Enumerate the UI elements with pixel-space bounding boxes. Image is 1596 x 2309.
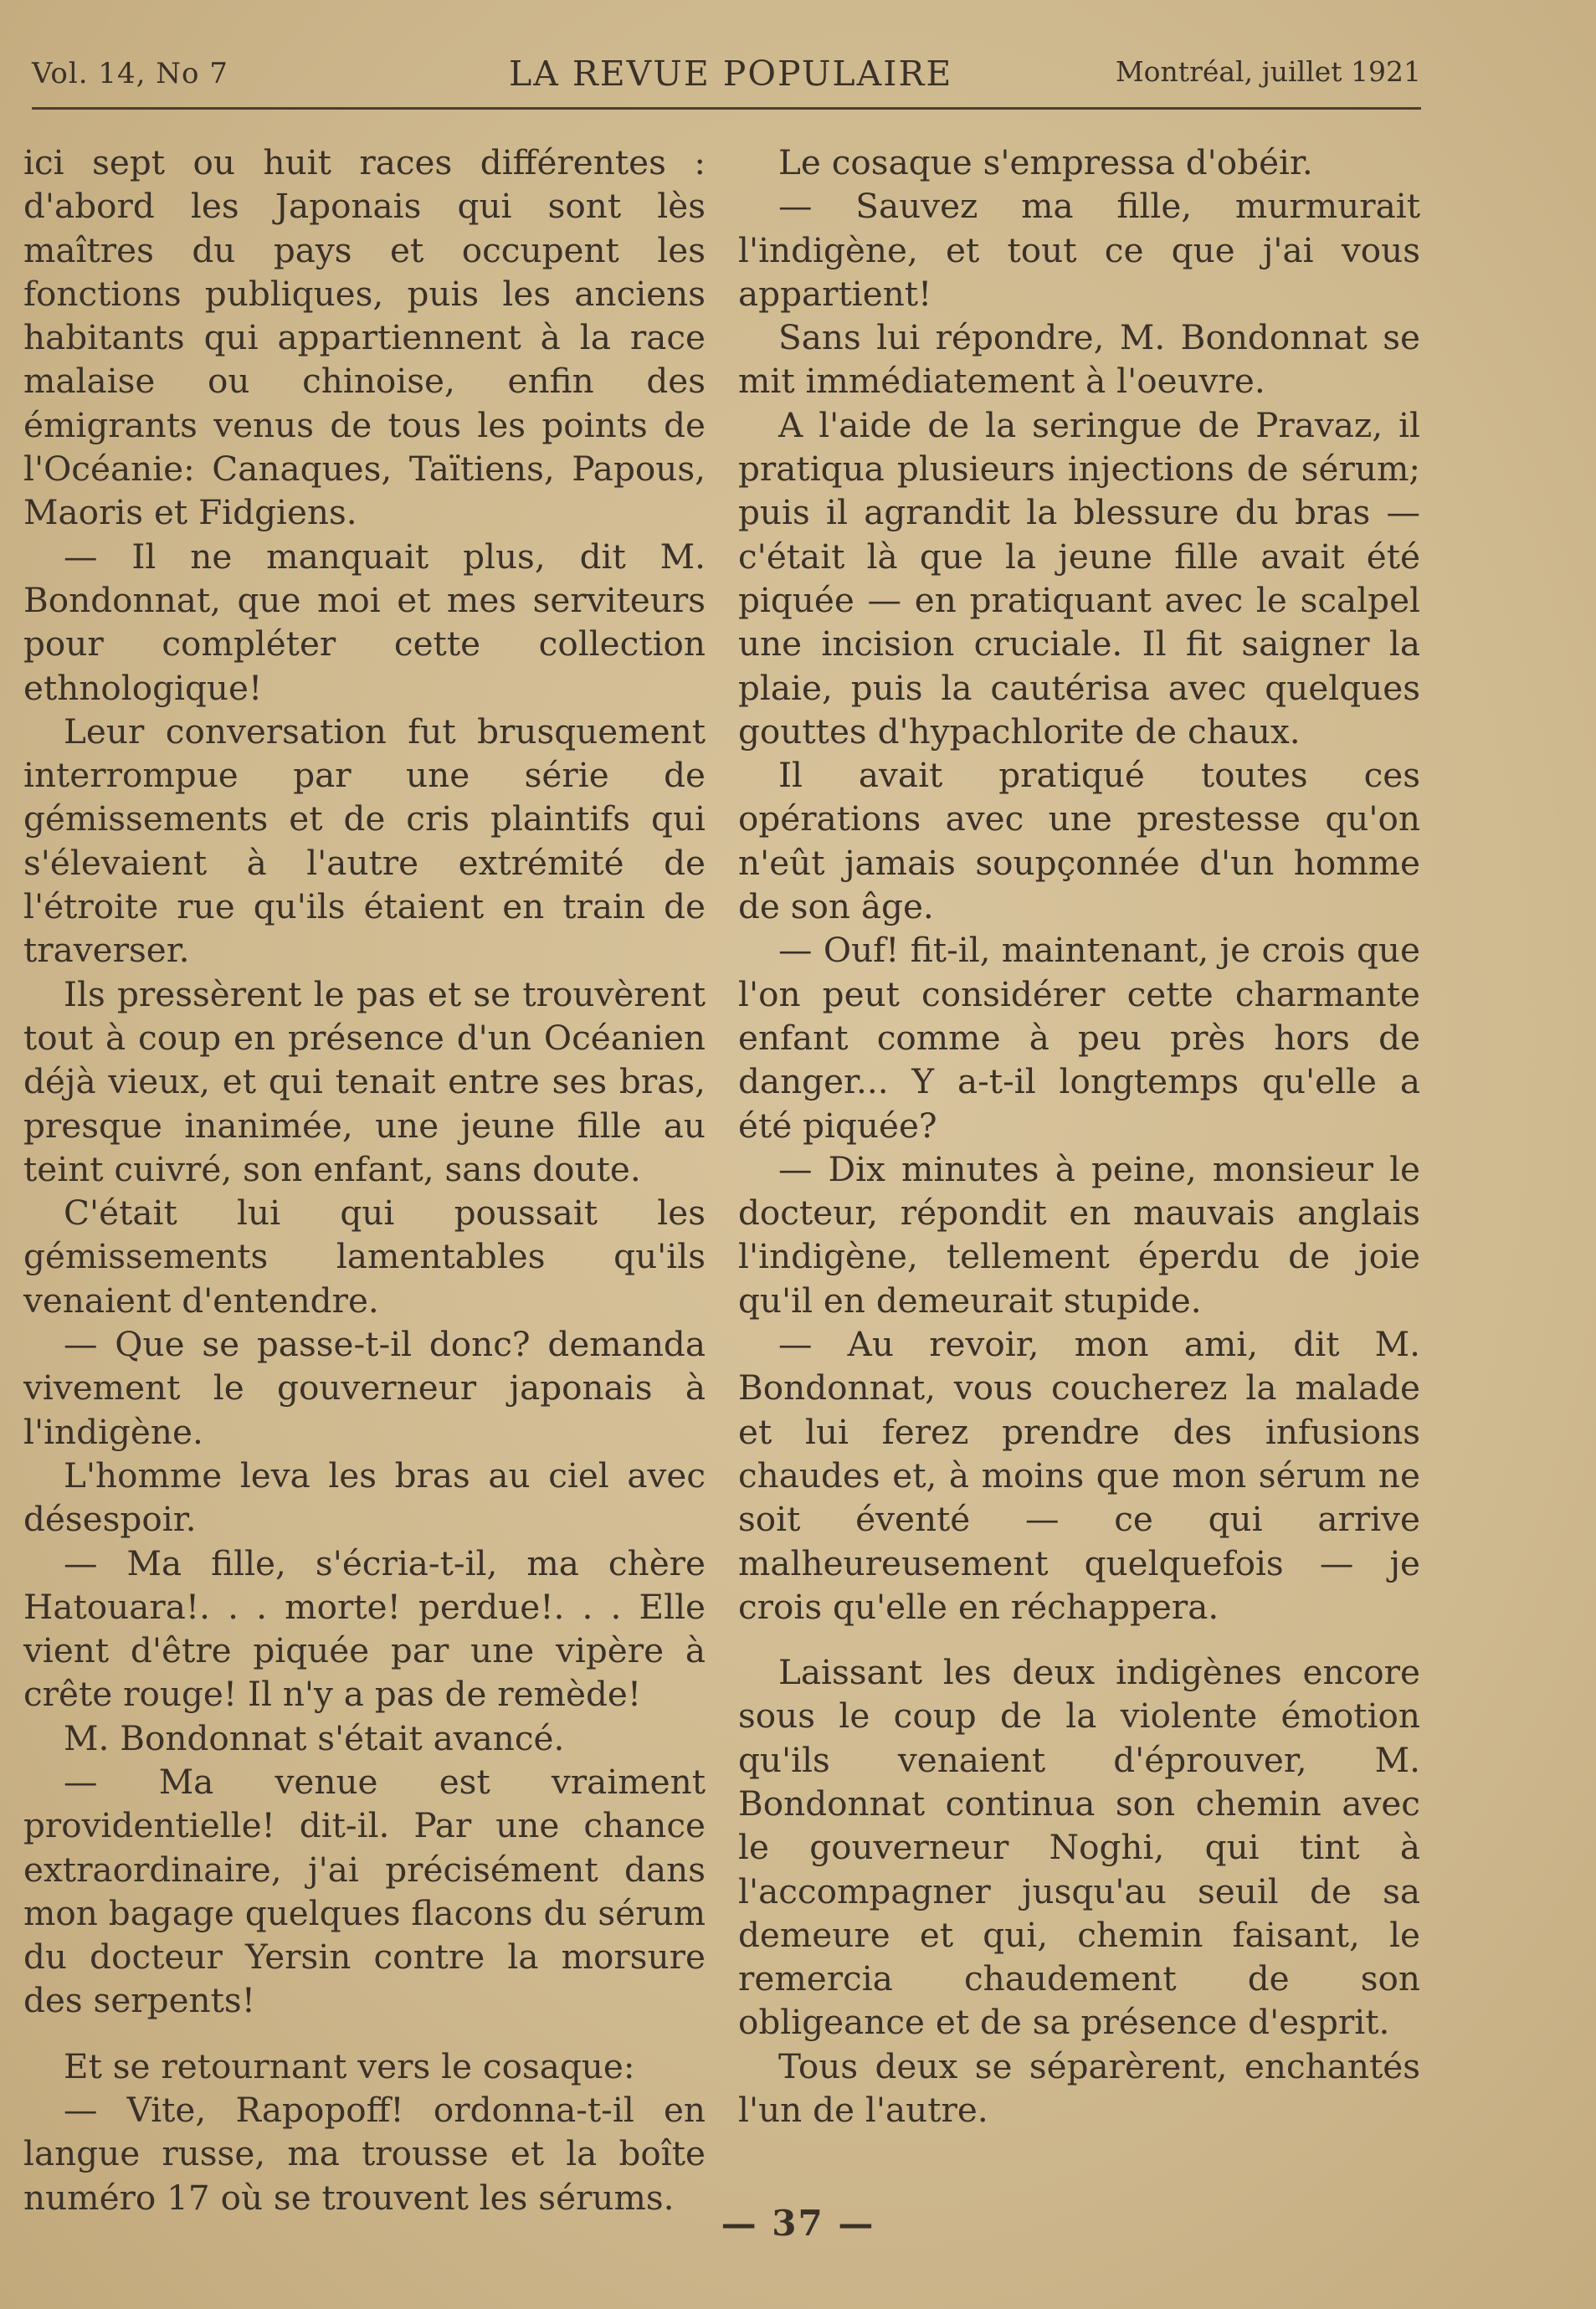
paragraph: Tous deux se séparèrent, enchantés l'un de l'autre. bbox=[738, 2045, 1420, 2131]
issue-date: Montréal, juillet 1921 bbox=[1115, 55, 1421, 88]
paragraph: Le cosaque s'empressa d'obéir. bbox=[778, 142, 1313, 182]
paragraph: — Ouf! fit-il, maintenant, je crois que l'on peut considérer cette charmante enfant comme à peu près hors de danger... Y a-t-il longtemps qu'elle a été piquée? bbox=[738, 930, 1420, 1146]
paragraph: — Sauvez ma fille, murmurait l'indigène, et tout ce que j'ai vous appartient! bbox=[738, 186, 1420, 314]
paragraph: — Ma fille, s'écria-t-il, ma chère Hatouara!. . . morte! perdue!. . . Elle vient d'être piquée par une vipère à crête rouge! Il n'y a pas de remède! bbox=[23, 1542, 706, 1715]
paragraph: — Dix minutes à peine, monsieur le docteur, répondit en mauvais anglais l'indigène, tellement éperdu de joie qu'il en demeurait stupide. bbox=[738, 1148, 1420, 1321]
paragraph: M. Bondonnat s'était avancé. bbox=[64, 1717, 565, 1758]
paragraph: C'était lui qui poussait les gémissements lamentables qu'ils venaient d'entendre. bbox=[23, 1193, 706, 1321]
right-column bbox=[738, 141, 1420, 2132]
publication-title: LA REVUE POPULAIRE bbox=[509, 54, 953, 94]
paragraph: — Au revoir, mon ami, dit M. Bondonnat, vous coucherez la malade et lui ferez prendre des infusions chaudes et, à moins que mon sérum ne soit éventé — ce qui arrive malheureusement quelquefois — je crois qu'elle en réchappera. bbox=[738, 1324, 1420, 1627]
paragraph: A l'aide de la seringue de Pravaz, il pratiqua plusieurs injections de sérum; puis il agrandit la blessure du bras — c'était là que la jeune fille avait été piquée — en pratiquant avec le scalpel une incision cruciale. Il fit saigner la plaie, puis la cautérisa avec quelques gouttes d'hypachlorite de chaux. bbox=[738, 404, 1420, 752]
paragraph: Laissant les deux indigènes encore sous le coup de la violente émotion qu'ils venaient d'éprouver, M. Bondonnat continua son chemin avec le gouverneur Noghi, qui tint à l'accompagner jusqu'au seuil de sa demeure et qui, chemin faisant, le remercia chaudement de son obligeance et de sa présence d'esprit. bbox=[738, 1652, 1420, 2043]
paragraph: — Il ne manquait plus, dit M. Bondonnat, que moi et mes serviteurs pour compléter cette collection ethnologique! bbox=[23, 536, 706, 708]
paragraph: L'homme leva les bras au ciel avec désespoir. bbox=[23, 1455, 706, 1540]
page-number: — 37 — bbox=[721, 2203, 875, 2244]
paragraph: — Vite, Rapopoff! ordonna-t-il en langue russe, ma trousse et la boîte numéro 17 où se trouvent les sérums. bbox=[23, 2090, 706, 2218]
running-header bbox=[32, 49, 1421, 99]
paragraph: Et se retournant vers le cosaque: bbox=[64, 2045, 635, 2086]
paragraph: Il avait pratiqué toutes ces opérations avec une prestesse qu'on n'eût jamais soupçonnée d'un homme de son âge. bbox=[738, 755, 1420, 927]
left-column bbox=[23, 141, 706, 2219]
paragraph: Leur conversation fut brusquement interrompue par une série de gémissements et de cris plaintifs qui s'élevaient à l'autre extrémité de l'étroite rue qu'ils étaient en train de traverser. bbox=[23, 711, 706, 971]
header-rule bbox=[32, 107, 1421, 110]
volume-number: Vol. 14, No 7 bbox=[32, 57, 228, 90]
paragraph: Ils pressèrent le pas et se trouvèrent tout à coup en présence d'un Océanien déjà vieux, et qui tenait entre ses bras, presque inanimée, une jeune fille au teint cuivré, son enfant, sans doute. bbox=[23, 973, 706, 1189]
paragraph: — Que se passe-t-il donc? demanda vivement le gouverneur japonais à l'indigène. bbox=[23, 1324, 706, 1452]
paragraph: Sans lui répondre, M. Bondonnat se mit immédiatement à l'oeuvre. bbox=[738, 317, 1420, 402]
paragraph: — Ma venue est vraiment providentielle! dit-il. Par une chance extraordinaire, j'ai précisément dans mon bagage quelques flacons du sérum du docteur Yersin contre la morsure des serpents! bbox=[23, 1761, 706, 2021]
paragraph: ici sept ou huit races différentes : d'abord les Japonais qui sont lès maîtres du pays et occupent les fonctions publiques, puis les anciens habitants qui appartiennent à la race malaise ou chinoise, enfin des émigrants venus de tous les points de l'Océanie: Canaques, Taïtiens, Papous, Maoris et Fidgiens. bbox=[23, 142, 706, 533]
